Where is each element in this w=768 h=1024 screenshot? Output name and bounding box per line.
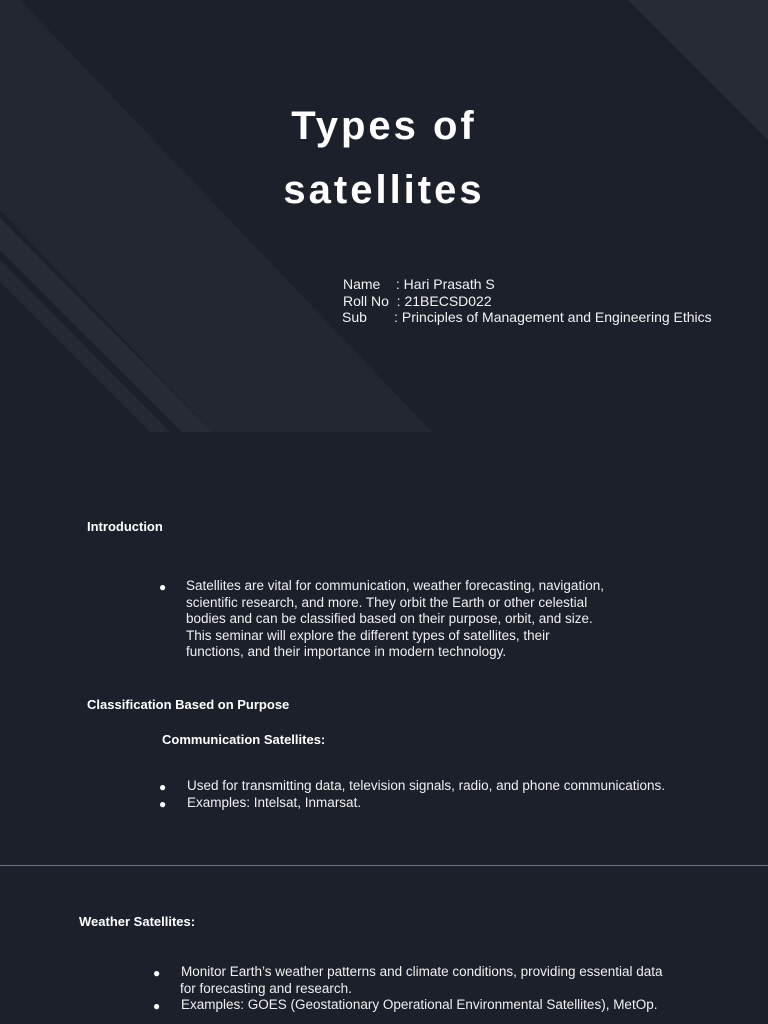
communication-satellites-heading: Communication Satellites:: [162, 732, 326, 747]
introduction-paragraph: [186, 578, 604, 661]
weather-bullet-1: [181, 964, 663, 997]
communication-bullet-2: Examples: Intelsat, Inmarsat.: [187, 795, 362, 810]
weather-bullet-1-line: for forecasting and research.: [180, 980, 352, 996]
paragraph-line: scientific research, and more. They orbit the Earth or other celestial: [186, 594, 588, 610]
title-line-2: satellites: [283, 168, 485, 212]
paragraph-line: bodies and can be classified based on their purpose, orbit, and size.: [186, 611, 593, 626]
meta-subject: Sub : Principles of Management and Engineering Ethics: [342, 309, 712, 325]
introduction-heading: Introduction: [87, 519, 163, 534]
weather-bullet-1-line: Monitor Earth’s weather patterns and climate conditions, providing essential data: [181, 964, 663, 979]
bullet-icon: ●: [153, 966, 161, 980]
meta-roll-no: Roll No : 21BECSD022: [343, 293, 492, 309]
paragraph-line: This seminar will explore the different types of satellites, their: [186, 627, 550, 643]
classification-heading: Classification Based on Purpose: [87, 697, 290, 712]
weather-satellites-heading: Weather Satellites:: [79, 914, 196, 929]
bullet-icon: ●: [159, 780, 167, 794]
bullet-icon: ●: [159, 580, 167, 594]
communication-bullet-1: Used for transmitting data, television signals, radio, and phone communications.: [187, 778, 666, 793]
decor-band-large: [0, 0, 432, 432]
title-line-1: Types of: [291, 104, 477, 148]
paragraph-line: functions, and their importance in modern technology.: [186, 644, 507, 659]
bullet-icon: ●: [153, 999, 161, 1013]
page-divider: [0, 865, 768, 866]
weather-bullet-2: Examples: GOES (Geostationary Operational Environmental Satellites), MetOp.: [181, 997, 658, 1012]
meta-name: Name : Hari Prasath S: [343, 276, 495, 292]
paragraph-line: Satellites are vital for communication, weather forecasting, navigation,: [186, 578, 604, 593]
bullet-icon: ●: [159, 797, 167, 811]
